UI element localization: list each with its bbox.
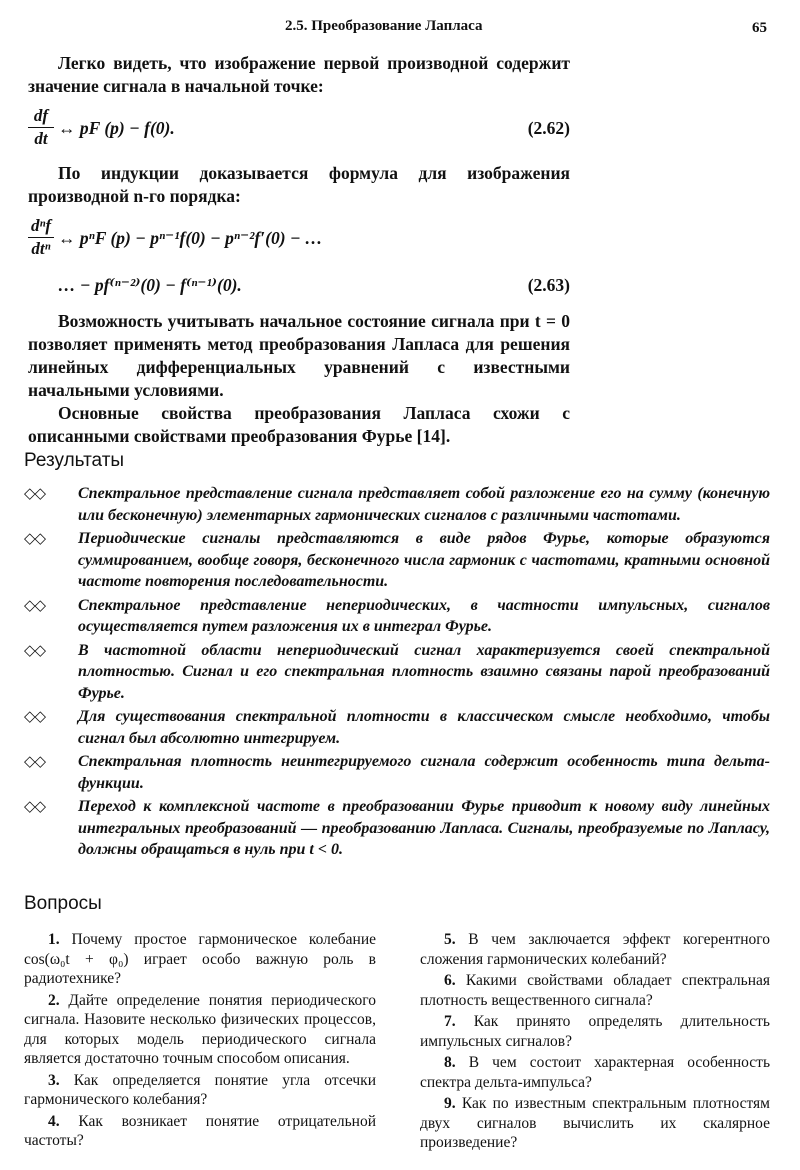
- formula-rhs: ↔ pⁿF (p) − pⁿ⁻¹f(0) − pⁿ⁻²f′(0) − …: [58, 228, 323, 248]
- result-item: [24, 751, 770, 794]
- result-item: [24, 483, 770, 526]
- formula-2-62: [28, 106, 570, 152]
- result-text: Спектральное представление непериодических, в частности импульсных, сигналов осуществляется путем разложения их в интеграл Фурье.: [78, 596, 770, 635]
- question-item: [420, 930, 770, 969]
- question-text: Дайте определение понятия периодического сигнала. Назовите несколько физических процессов, для которых модель периодического сигнала является достаточно точным способом описания.: [24, 991, 376, 1067]
- question-text: Как возникает понятие отрицательной частоты?: [24, 1112, 377, 1149]
- formula-continuation: … − pf⁽ⁿ⁻²⁾(0) − f⁽ⁿ⁻¹⁾(0).: [58, 275, 242, 295]
- main-text: [28, 52, 570, 448]
- question-number: 3.: [48, 1071, 60, 1089]
- question-text: Как по известным спектральным плотностям двух сигналов вычислить их скалярное произведение?: [420, 1095, 770, 1151]
- question-text: Как определяется понятие угла отсечки гармонического колебания?: [24, 1071, 376, 1108]
- double-diamond-bullet-icon: ◇◇: [24, 595, 46, 614]
- question-number: 8.: [444, 1054, 456, 1071]
- question-number: 5.: [444, 931, 456, 948]
- question-text: В чем заключается эффект когерентного сложения гармонических колебаний?: [420, 931, 771, 968]
- result-text: Периодические сигналы представляются в виде рядов Фурье, которые образуются суммированием, вообще говоря, бесконечного числа гармоник с частотами, кратными основной частоте повторения последовательности.: [78, 530, 770, 590]
- double-diamond-bullet-icon: ◇◇: [24, 707, 46, 725]
- question-text: Почему простое гармоническое колебание cos(ω₀t + φ₀) играет особо важную роль в радиотехнике?: [24, 931, 376, 987]
- fraction-numerator: df: [28, 106, 54, 128]
- result-item: [24, 796, 770, 861]
- question-number: 4.: [48, 1112, 60, 1130]
- result-item: [24, 706, 770, 749]
- result-text: Спектральное представление сигнала представляет собой разложение его на сумму (конечную или бесконечную) элементарных гармонических сигналов с различными частотами.: [78, 485, 770, 524]
- formula-rhs: ↔ pF (p) − f(0).: [58, 118, 175, 138]
- fraction-denominator: dt: [34, 129, 48, 148]
- formula-2-63: [28, 216, 570, 262]
- question-item: [24, 1112, 376, 1151]
- result-item: [24, 640, 770, 705]
- paragraph-1: Легко видеть, что изображение первой производной содержит значение сигнала в начальной точке:: [28, 53, 570, 96]
- question-item: [24, 1071, 376, 1110]
- result-text: Переход к комплексной частоте в преобразовании Фурье приводит к новому виду линейных интегральных преобразований — преобразованию Лапласа. Сигналы, преобразуемые по Лапласу, должны обращаться в нуль при t < 0.: [78, 798, 770, 858]
- result-item: [24, 595, 770, 638]
- paragraph-2: По индукции доказывается формула для изображения производной n-го порядка:: [28, 163, 570, 206]
- equation-number: (2.62): [527, 118, 570, 138]
- questions-right-column: [420, 930, 770, 1155]
- results-list: [24, 483, 770, 863]
- questions-left-column: [24, 930, 376, 1153]
- running-title: 2.5. Преобразование Лапласа: [285, 18, 483, 34]
- double-diamond-bullet-icon: ◇◇: [24, 797, 46, 815]
- result-text: Для существования спектральной плотности в классическом смысле необходимо, чтобы сигнал был абсолютно интегрируем.: [78, 708, 770, 747]
- page-number: 65: [752, 20, 767, 36]
- question-item: [24, 930, 376, 989]
- question-number: 7.: [444, 1013, 456, 1030]
- question-item: [420, 1094, 770, 1153]
- fraction-denominator: dtⁿ: [31, 239, 51, 258]
- double-diamond-bullet-icon: ◇◇: [24, 752, 46, 770]
- formula-fraction: [28, 216, 54, 259]
- paragraph-3: Возможность учитывать начальное состояние сигнала при t = 0 позволяет применять метод преобразования Лапласа для решения линейных дифференциальных уравнений с известными начальными условиями.: [28, 311, 570, 400]
- questions-heading: Вопросы: [24, 893, 102, 914]
- fraction-numerator: dⁿf: [28, 216, 54, 238]
- results-heading: Результаты: [24, 450, 125, 471]
- result-text: Спектральная плотность неинтегрируемого сигнала содержит особенность типа дельта-функции.: [78, 753, 770, 792]
- double-diamond-bullet-icon: ◇◇: [24, 484, 46, 502]
- equation-number: (2.63): [527, 275, 570, 295]
- question-number: 9.: [444, 1095, 456, 1112]
- question-text: Как принято определять длительность импульсных сигналов?: [420, 1013, 770, 1050]
- question-number: 6.: [444, 972, 456, 989]
- question-item: [420, 971, 770, 1010]
- question-number: 1.: [48, 931, 60, 948]
- paragraph-4: Основные свойства преобразования Лапласа схожи с описанными свойствами преобразования Фурье [14].: [28, 403, 570, 446]
- result-text: В частотной области непериодический сигнал характеризуется своей спектральной плотностью. Сигнал и его спектральная плотность взаимно связаны парой преобразований Фурье.: [78, 641, 770, 702]
- question-item: [420, 1012, 770, 1051]
- result-item: [24, 528, 770, 593]
- question-text: Какими свойствами обладает спектральная плотность вещественного сигнала?: [420, 972, 770, 1009]
- double-diamond-bullet-icon: ◇◇: [24, 640, 46, 659]
- question-item: [420, 1053, 770, 1092]
- formula-2-63-continuation: [28, 272, 570, 302]
- question-text: В чем состоит характерная особенность спектра дельта-импульса?: [420, 1054, 771, 1091]
- question-item: [24, 991, 376, 1069]
- running-header: [0, 18, 800, 40]
- formula-fraction: [28, 106, 54, 149]
- double-diamond-bullet-icon: ◇◇: [24, 529, 46, 547]
- question-number: 2.: [48, 991, 60, 1009]
